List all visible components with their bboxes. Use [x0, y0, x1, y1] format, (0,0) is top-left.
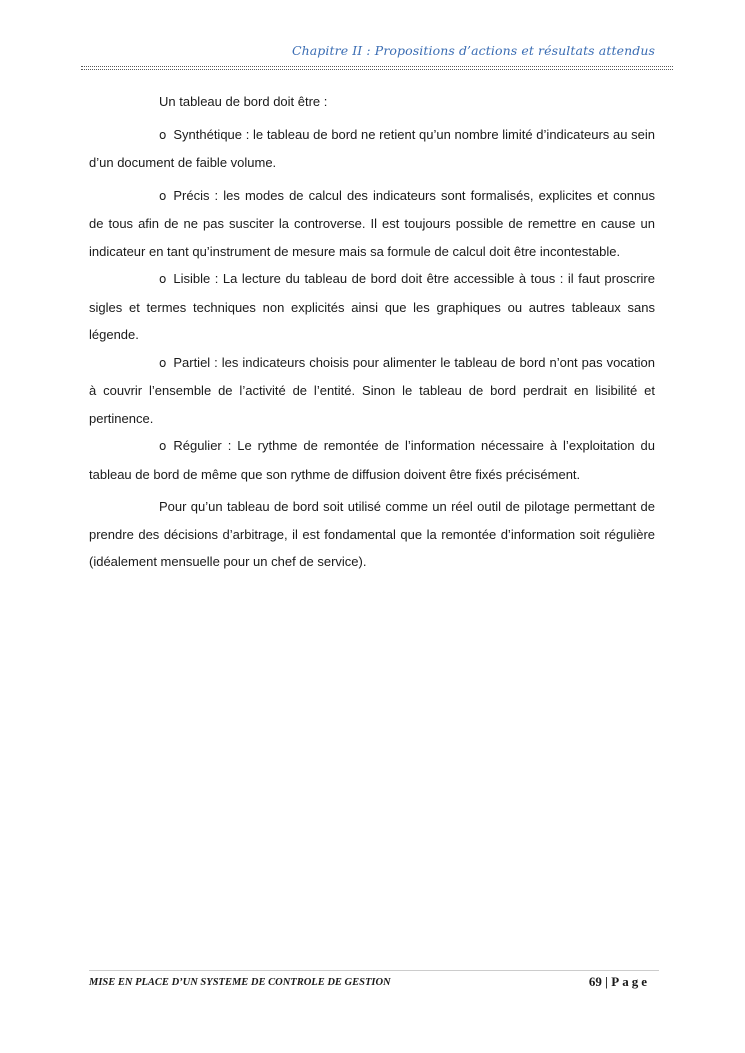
header-divider: [81, 66, 673, 67]
bullet-icon: o: [159, 355, 167, 370]
footer-document-title: MISE EN PLACE D’UN SYSTEME DE CONTROLE DE GESTION: [89, 977, 391, 988]
page-label: Page: [611, 974, 650, 989]
bullet-icon: o: [159, 127, 167, 142]
footer-page-indicator: [589, 974, 650, 990]
list-item-text: Lisible : La lecture du tableau de bord doit être accessible à tous : il faut proscrire sigles et termes techniques non explicités ainsi que les graphiques ou autres tableaux sans légende.: [89, 271, 655, 342]
list-item-text: Synthétique : le tableau de bord ne retient qu’un nombre limité d’indicateurs au sein d’un document de faible volume.: [89, 126, 655, 170]
list-item-text: Partiel : les indicateurs choisis pour alimenter le tableau de bord n’ont pas vocation à couvrir l’ensemble de l’activité de l’entité. Sinon le tableau de bord perdrait en lisibilité et pertinence.: [89, 354, 655, 426]
list-item-partiel: [89, 349, 655, 433]
list-item-text: Précis : les modes de calcul des indicateurs sont formalisés, explicites et connus de tous afin de ne pas susciter la controverse. Il est toujours possible de remettre en cause un indicateur en tant qu’instrument de mesure mais sa formule de calcul doit être incontestable.: [89, 187, 655, 259]
page-body: [89, 88, 655, 576]
bullet-icon: o: [159, 272, 167, 286]
page-separator: |: [605, 974, 609, 989]
list-item-precis: [89, 182, 655, 266]
list-item-lisible: [89, 265, 655, 349]
bullet-icon: o: [159, 188, 167, 203]
list-item-synthetique: [89, 121, 655, 177]
chapter-header-title: Chapitre II : Propositions d’actions et résultats attendus: [291, 43, 655, 58]
list-item-text: Régulier : Le rythme de remontée de l’information nécessaire à l’exploitation du tableau de bord de même que son rythme de diffusion doivent être fixés précisément.: [89, 438, 655, 482]
list-item-regulier: [89, 432, 655, 488]
footer-divider: [89, 970, 659, 971]
intro-paragraph: Un tableau de bord doit être :: [159, 94, 328, 109]
page-number: 69: [588, 974, 602, 989]
header-divider-secondary: [81, 69, 673, 70]
conclusion-paragraph: Pour qu’un tableau de bord soit utilisé comme un réel outil de pilotage permettant de prendre des décisions d’arbitrage, il est fondamental que la remontée d’information soit régulière (idéalement mensuelle pour un chef de service).: [89, 499, 655, 569]
bullet-icon: o: [159, 439, 167, 453]
